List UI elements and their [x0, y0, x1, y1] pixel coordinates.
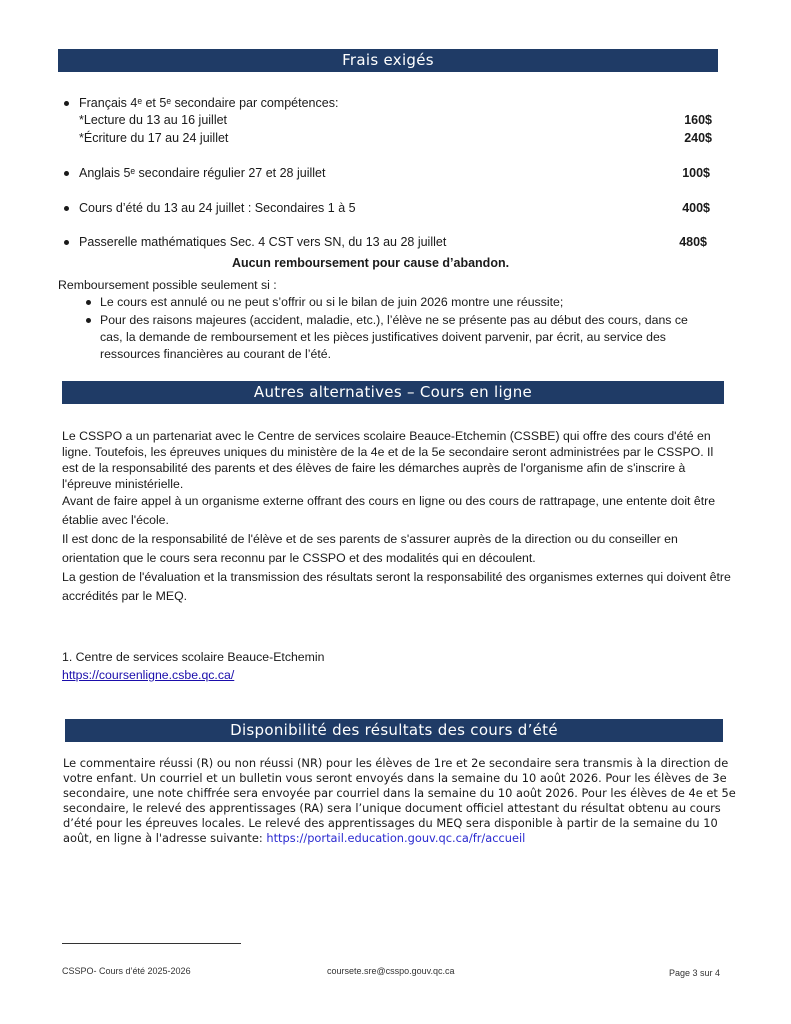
- bullet-icon: [86, 300, 91, 305]
- fee-subitem-ecriture-price: 240$: [684, 131, 712, 145]
- fee-item-price: 100$: [682, 166, 710, 180]
- fee-item-price: 480$: [679, 235, 707, 249]
- section-banner-results: [65, 719, 723, 742]
- refund-condition-text: Pour des raisons majeures (accident, maladie, etc.), l’élève ne se présente pas au début des cours, dans ce cas, la demande de remboursement et les pièces justificatives doivent parvenir, par écrit, au service des ressources financières au courant de l’été.: [100, 313, 688, 361]
- results-link[interactable]: https://portail.education.gouv.qc.ca/fr/accueil: [266, 831, 526, 845]
- alternatives-paragraph-4: La gestion de l'évaluation et la transmission des résultats seront la responsabilité des organismes externes qui doivent être accrédités par le MEQ.: [62, 570, 731, 603]
- bullet-icon: [64, 240, 69, 245]
- footnote-separator: [62, 943, 241, 944]
- fee-item-label: Anglais 5ᵉ secondaire régulier 27 et 28 juillet: [79, 166, 326, 180]
- fee-item-label: Passerelle mathématiques Sec. 4 CST vers SN, du 13 au 28 juillet: [79, 235, 447, 249]
- fee-item-label: Cours d’été du 13 au 24 juillet : Secondaires 1 à 5: [79, 201, 356, 215]
- results-text: Le commentaire réussi (R) ou non réussi (NR) pour les élèves de 1re et 2e secondaire sera transmis à la direction de votre enfant. Un courriel et un bulletin vous seront envoyés dans la semaine du 10 août 2026. Pour les élèves de 3e secondaire, une note chiffrée sera envoyée par courriel dans la semaine du 10 août 2026. Pour les élèves de 4e et 5e secondaire, le relevé des apprentissages (RA) sera l’unique document officiel attestant du résultat obtenu au cours d’été pour les épreuves locales. Le relevé des apprentissages du MEQ sera disponible à partir de la semaine du 10 août, en ligne à l'adresse suivante:: [63, 756, 736, 845]
- section-title-alternatives: Autres alternatives – Cours en ligne: [253, 383, 533, 401]
- fee-subitem-lecture-price: 160$: [684, 113, 712, 127]
- footer-page-number: Page 3 sur 4: [669, 968, 721, 978]
- resource-label: 1. Centre de services scolaire Beauce-Etchemin: [62, 650, 325, 664]
- refund-intro: Remboursement possible seulement si :: [58, 278, 277, 292]
- alternatives-paragraph-1: Le CSSPO a un partenariat avec le Centre de services scolaire Beauce-Etchemin (CSSBE) qui offre des cours d'été en ligne. Toutefois, les épreuves uniques du ministère de la 4e et de la 5e secondaire seront administrées par le CSSPO. Il est de la responsabilité des parents et des élèves de faire les démarches auprès de l'organisme afin de s'inscrire à l'épreuve ministérielle.: [62, 429, 714, 491]
- bullet-icon: [64, 171, 69, 176]
- fee-item-price: 400$: [682, 201, 710, 215]
- fee-subitem-lecture-label: *Lecture du 13 au 16 juillet: [79, 113, 228, 127]
- section-title-results: Disponibilité des résultats des cours d’été: [230, 721, 558, 739]
- section-banner-alternatives: [62, 381, 724, 404]
- alternatives-paragraph-2: Avant de faire appel à un organisme externe offrant des cours en ligne ou des cours de rattrapage, une entente doit être établie avec l'école.: [62, 494, 716, 527]
- no-refund-notice: Aucun remboursement pour cause d’abandon.: [231, 256, 510, 270]
- refund-condition-text: Le cours est annulé ou ne peut s’offrir ou si le bilan de juin 2026 montre une réussite;: [100, 295, 564, 309]
- section-title-fees: Frais exigés: [342, 51, 434, 69]
- bullet-icon: [86, 318, 91, 323]
- footer-left: CSSPO- Cours d’été 2025-2026: [62, 966, 191, 976]
- results-paragraph: [63, 756, 738, 846]
- fee-subitem-ecriture-label: *Écriture du 17 au 24 juillet: [79, 131, 229, 145]
- bullet-icon: [64, 206, 69, 211]
- footer-email: coursete.sre@csspo.gouv.qc.ca: [327, 966, 455, 976]
- resource-link[interactable]: https://coursenligne.csbe.qc.ca/: [62, 668, 235, 682]
- refund-condition-1: [86, 294, 706, 311]
- fee-item-label: Français 4ᵉ et 5ᵉ secondaire par compétences:: [79, 96, 339, 110]
- bullet-icon: [64, 101, 69, 106]
- refund-condition-2: [86, 312, 706, 363]
- alternatives-paragraph-3: Il est donc de la responsabilité de l'élève et de ses parents de s'assurer auprès de la direction ou du conseiller en orientation que le cours sera reconnu par le CSSPO et des modalités qui en découlent.: [62, 532, 678, 565]
- section-banner-fees: [58, 49, 718, 72]
